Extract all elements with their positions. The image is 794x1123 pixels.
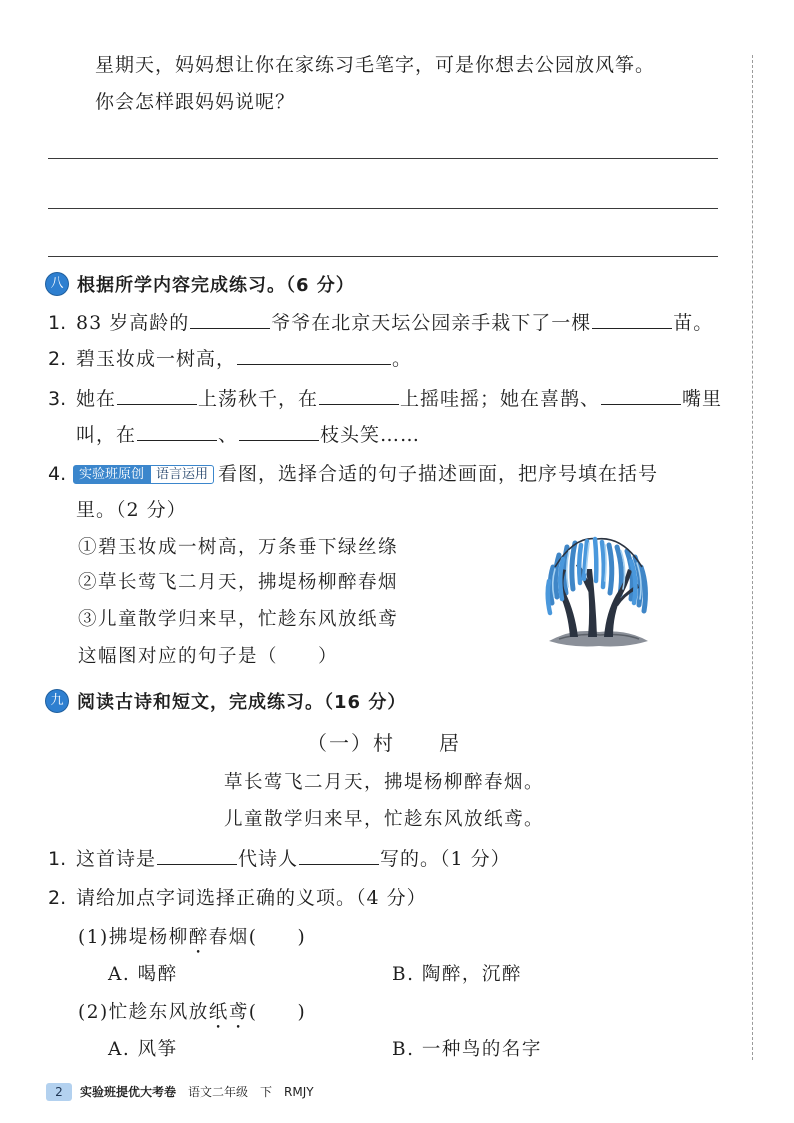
sub-question-text: (1)拂堤杨柳 [78,927,189,948]
writing-prompt-line-1: 星期天，妈妈想让你在家练习毛笔字，可是你想去公园放风筝。 [95,54,656,76]
question-text: 上摇哇摇；她在喜鹊、 [400,388,601,410]
answer-blank[interactable] [190,310,270,329]
binding-margin-dashed-line [752,55,753,1060]
answer-blank[interactable] [299,846,379,865]
option-2: ②草长莺飞二月天，拂堤杨柳醉春烟 [78,572,399,593]
section-8-badge: 八 [46,273,68,295]
s8-question-3-line-1 [48,386,722,411]
answer-blank[interactable] [592,310,672,329]
question-text: 这首诗是 [76,848,157,870]
question-text: 写的。（1 分） [380,848,511,870]
option-3: ③儿童散学归来早，忙趁东风放纸鸢 [78,609,399,630]
footer-subject: 语文二年级 [188,1085,249,1099]
question-text: 代诗人 [238,848,299,870]
section-9-title: 阅读古诗和短文，完成练习。（16 分） [77,692,407,713]
sub-question-2 [78,1001,306,1033]
question-number: 2. [48,348,67,370]
writing-prompt-line-2: 你会怎样跟妈妈说呢？ [95,91,296,113]
tag-language-use: 语言运用 [150,465,214,484]
question-text: 碧玉妆成一树高， [76,348,237,370]
answer-blank[interactable] [319,386,399,405]
footer-info [80,1083,326,1101]
question-text: 。 [392,348,413,370]
section-9-badge: 九 [46,690,68,712]
ground-mound [549,631,648,646]
sub-question-1-option-a: A. 喝醉 [108,964,178,985]
s9-question-2 [48,886,427,910]
question-text: 请给加点字词选择正确的义项。（4 分） [76,887,427,909]
sub-question-text[interactable]: 春烟( ) [208,927,307,948]
s8-question-4-line-2: 里。（2 分） [76,499,187,521]
section-8-title: 根据所学内容完成练习。（6 分） [77,275,355,296]
sub-question-text[interactable]: ( ) [248,1002,307,1023]
page-number-badge: 2 [46,1083,72,1101]
willow-tree-illustration [545,533,651,648]
answer-prompt[interactable]: 这幅图对应的句子是（ ） [78,646,339,667]
question-text: 枝头笑…… [320,424,421,446]
question-text: 上荡秋千，在 [198,388,319,410]
answer-blank[interactable] [239,422,319,441]
sub-question-2-option-b: B. 一种鸟的名字 [392,1039,542,1060]
sub-question-text: (2)忙趁东风放 [78,1002,209,1023]
answer-blank[interactable] [137,422,217,441]
question-number: 4. [48,463,67,485]
footer-term: 下 [260,1085,273,1099]
question-number: 1. [48,848,67,870]
answer-writing-line[interactable] [48,256,718,257]
question-text: 83 岁高龄的 [76,312,190,334]
emphasized-word: 纸鸢 [208,1002,249,1023]
question-text: 叫，在 [76,424,137,446]
question-number: 1. [48,312,67,334]
question-text: 嘴里 [682,388,723,410]
tag-original: 实验班原创 [73,465,150,484]
section-8-header [46,271,355,297]
sub-question-2-option-a: A. 风筝 [108,1039,178,1060]
question-text: 她在 [76,388,117,410]
s8-question-3-line-2 [76,422,420,447]
s8-question-1 [48,310,713,335]
sub-question-1-option-b: B. 陶醉，沉醉 [392,964,522,985]
sub-question-1 [78,926,306,958]
emphasized-word: 醉 [188,927,209,948]
answer-blank[interactable] [117,386,197,405]
answer-writing-line[interactable] [48,208,718,209]
poem-line-1: 草长莺飞二月天，拂堤杨柳醉春烟。 [223,772,544,793]
poem-title: （一）村 居 [307,731,461,755]
question-text: 爷爷在北京天坛公园亲手栽下了一棵 [271,312,592,334]
question-text: 看图，选择合适的句子描述画面，把序号填在括号 [218,463,659,485]
footer-edition: RMJY [284,1085,314,1099]
section-9-header [46,688,406,714]
answer-writing-line[interactable] [48,158,718,159]
question-text: 苗。 [673,312,714,334]
question-text: 、 [218,424,239,446]
answer-blank[interactable] [601,386,681,405]
question-number: 3. [48,388,67,410]
s8-question-4-line-1 [48,462,658,486]
answer-blank[interactable] [237,346,391,365]
poem-line-2: 儿童散学归来早，忙趁东风放纸鸢。 [223,809,544,830]
footer-book-title: 实验班提优大考卷 [80,1085,177,1099]
answer-blank[interactable] [157,846,237,865]
s9-question-1 [48,846,511,871]
question-number: 2. [48,887,67,909]
s8-question-2 [48,346,412,371]
option-1: ①碧玉妆成一树高，万条垂下绿丝绦 [78,537,399,558]
